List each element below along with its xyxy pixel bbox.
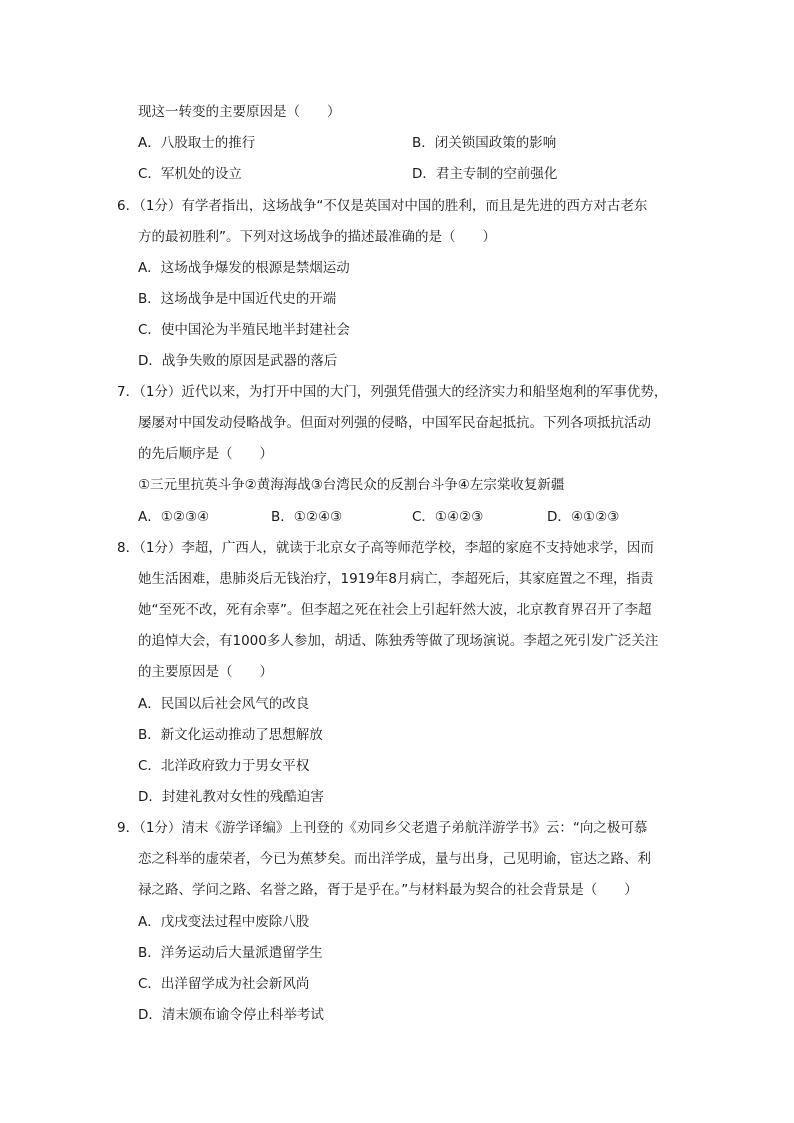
q9-option-c: C．出洋留学成为社会新风尚 [138, 976, 310, 992]
q8-stem-line-3: 她“至死不改，死有余辜”。但李超之死在社会上引起轩然大波，北京教育界召开了李超 [138, 602, 652, 618]
q7-option-d: D．④①②③ [547, 509, 620, 525]
q8-stem-line-1: 8．（1分）李超，广西人，就读于北京女子高等师范学校，李超的家庭不支持她求学，因而 [117, 540, 654, 556]
q9-option-a: A．戊戌变法过程中废除八股 [138, 914, 310, 930]
q6-stem-line-2: 方的最初胜利”。下列对这场战争的描述最准确的是（ ） [138, 229, 496, 245]
q8-option-c: C．北洋政府致力于男女平权 [138, 758, 310, 774]
q7-items: ①三元里抗英斗争②黄海海战③台湾民众的反割台斗争④左宗棠收复新疆 [138, 477, 565, 493]
q7-option-a: A．①②③④ [138, 509, 210, 525]
q7-option-c: C．①④②③ [412, 509, 484, 525]
q5-stem-continuation: 现这一转变的主要原因是（ ） [138, 104, 341, 120]
q7-stem-line-3: 的先后顺序是（ ） [138, 446, 273, 462]
q9-option-d: D．清末颁布谕令停止科举考试 [138, 1007, 324, 1023]
q5-option-c: C．军机处的设立 [138, 166, 242, 182]
q7-option-b: B．①②④③ [271, 509, 343, 525]
q8-option-a: A．民国以后社会风气的改良 [138, 696, 310, 712]
q8-stem-line-2: 她生活困难，患肺炎后无钱治疗，1919年8月病亡，李超死后，其家庭置之不理，指责 [138, 571, 654, 587]
q6-stem-line-1: 6．（1分）有学者指出，这场战争“不仅是英国对中国的胜利，而且是先进的西方对古老东 [117, 198, 648, 214]
q5-option-b: B．闭关锁国政策的影响 [412, 135, 557, 151]
q7-stem-line-1: 7．（1分）近代以来，为打开中国的大门，列强凭借强大的经济实力和船坚炮利的军事优势， [117, 384, 668, 400]
q8-stem-line-4: 的追悼大会，有1000多人参加，胡适、陈独秀等做了现场演说。李超之死引发广泛关注 [138, 633, 659, 649]
q6-option-d: D．战争失败的原因是武器的落后 [138, 353, 338, 369]
q8-stem-line-5: 的主要原因是（ ） [138, 664, 273, 680]
q7-stem-line-2: 屡屡对中国发动侵略战争。但面对列强的侵略，中国军民奋起抵抗。下列各项抵抗活动 [138, 415, 651, 431]
q6-option-b: B．这场战争是中国近代史的开端 [138, 291, 337, 307]
q9-stem-line-2: 恋之科举的虚荣者，今已为蕉梦矣。而出洋学成，量与出身，己见明谕，宦达之路、利 [138, 851, 651, 867]
q6-option-c: C．使中国沦为半殖民地半封建社会 [138, 322, 350, 338]
q9-stem-line-1: 9．（1分）清末《游学译编》上刊登的《劝同乡父老遣子弟航洋游学书》云：“向之极可慕 [117, 820, 648, 836]
q6-option-a: A．这场战争爆发的根源是禁烟运动 [138, 260, 350, 276]
q9-stem-line-3: 禄之路、学问之路、名誉之路，胥于是乎在。”与材料最为契合的社会背景是（ ） [138, 882, 638, 898]
q9-option-b: B．洋务运动后大量派遣留学生 [138, 945, 323, 961]
q5-option-d: D．君主专制的空前强化 [412, 166, 558, 182]
q8-option-d: D．封建礼教对女性的残酷迫害 [138, 789, 324, 805]
q8-option-b: B．新文化运动推动了思想解放 [138, 727, 323, 743]
q5-option-a: A．八股取士的推行 [138, 135, 256, 151]
